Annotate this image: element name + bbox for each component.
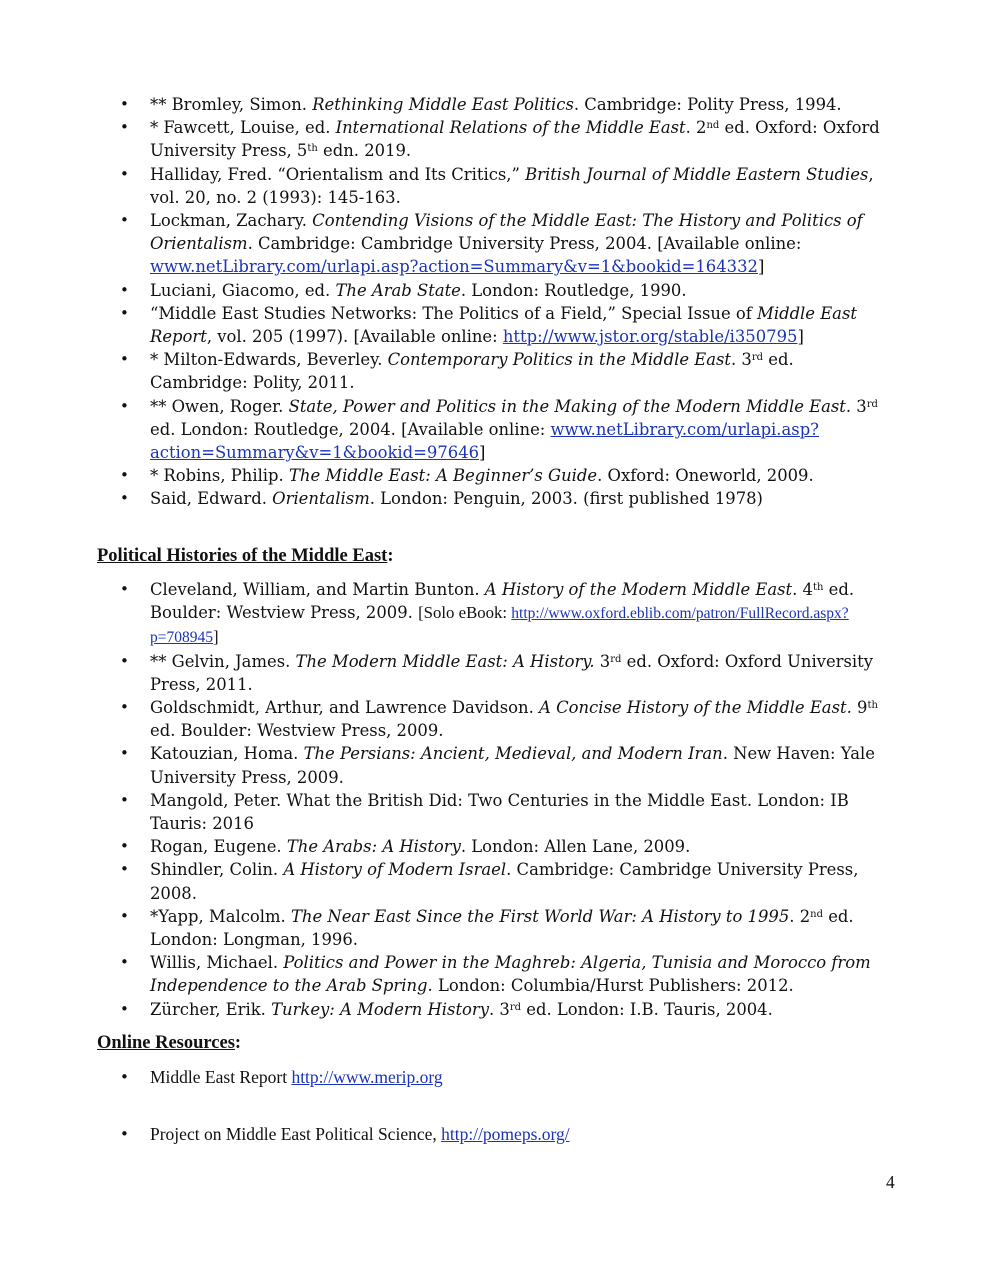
list-item: • * Fawcett, Louise, ed. International Relations of the Middle East. 2nd ed. Oxford: Oxford University Press, 5th edn. 2019. xyxy=(150,116,890,162)
merip-link[interactable]: http://www.merip.org xyxy=(291,1067,443,1087)
list-item: • Lockman, Zachary. Contending Visions of the Middle East: The History and Politics of Orientalism. Cambridge: Cambridge University Press, 2004. [Available online: www.netLibrary.com/urlapi.asp?action=Summary&v=1&bookid=164332] xyxy=(150,209,890,279)
netlibrary-link[interactable]: www.netLibrary.com/urlapi.asp?action=Summary&v=1&bookid=164332 xyxy=(150,257,758,277)
list-item: • Willis, Michael. Politics and Power in the Maghreb: Algeria, Tunisia and Morocco from Independence to the Arab Spring. London: Columbia/Hurst Publishers: 2012. xyxy=(150,951,890,997)
list-item: • Shindler, Colin. A History of Modern Israel. Cambridge: Cambridge University Press, 2008. xyxy=(150,858,890,904)
jstor-link[interactable]: http://www.jstor.org/stable/i350795 xyxy=(502,327,798,347)
list-item: • ** Gelvin, James. The Modern Middle East: A History. 3rd ed. Oxford: Oxford University Press, 2011. xyxy=(150,650,890,696)
list-item: • Katouzian, Homa. The Persians: Ancient, Medieval, and Modern Iran. New Haven: Yale University Press, 2009. xyxy=(150,742,890,788)
list-item: • Cleveland, William, and Martin Bunton. A History of the Modern Middle East. 4th ed. Boulder: Westview Press, 2009. [Solo eBook: http://www.oxford.eblib.com/patron/FullRecord.aspx?p=708945] xyxy=(150,578,890,650)
reading-list-political-histories xyxy=(150,578,890,1021)
list-item: • Luciani, Giacomo, ed. The Arab State. London: Routledge, 1990. xyxy=(150,279,890,302)
netlibrary-link[interactable]: www.netLibrary.com/urlapi.asp?action=Summary&v=1&bookid=97646 xyxy=(150,419,819,463)
list-item: • Mangold, Peter. What the British Did: Two Centuries in the Middle East. London: IB Tauris: 2016 xyxy=(150,789,890,835)
list-item: • Said, Edward. Orientalism. London: Penguin, 2003. (first published 1978) xyxy=(150,487,890,510)
list-item: • Rogan, Eugene. The Arabs: A History. London: Allen Lane, 2009. xyxy=(150,835,890,858)
list-item: • Project on Middle East Political Science, http://pomeps.org/ xyxy=(150,1123,570,1146)
list-item: • Halliday, Fred. “Orientalism and Its Critics,” British Journal of Middle Eastern Studies, vol. 20, no. 2 (1993): 145-163. xyxy=(150,163,890,209)
list-item: • “Middle East Studies Networks: The Politics of a Field,” Special Issue of Middle East Report, vol. 205 (1997). [Available online: http://www.jstor.org/stable/i350795] xyxy=(150,302,890,348)
list-item: • *Yapp, Malcolm. The Near East Since the First World War: A History to 1995. 2nd ed. London: Longman, 1996. xyxy=(150,905,890,951)
list-item: • Middle East Report http://www.merip.org xyxy=(150,1066,443,1089)
section-heading-political-histories: Political Histories of the Middle East: xyxy=(97,546,394,566)
page-number: 4 xyxy=(886,1172,895,1192)
pomeps-link[interactable]: http://pomeps.org/ xyxy=(441,1124,570,1144)
list-item: • ** Owen, Roger. State, Power and Politics in the Making of the Modern Middle East. 3rd ed. London: Routledge, 2004. [Available online: www.netLibrary.com/urlapi.asp?action=Summary&v=1&bookid=97646] xyxy=(150,395,890,465)
eblib-link[interactable]: http://www.oxford.eblib.com/patron/FullRecord.aspx?p=708945 xyxy=(150,605,849,647)
reading-list-general xyxy=(150,93,890,511)
list-item: • * Robins, Philip. The Middle East: A Beginner’s Guide. Oxford: Oneworld, 2009. xyxy=(150,464,890,487)
section-heading-online-resources: Online Resources: xyxy=(97,1033,242,1053)
list-item: • ** Bromley, Simon. Rethinking Middle East Politics. Cambridge: Polity Press, 1994. xyxy=(150,93,890,116)
list-item: • Goldschmidt, Arthur, and Lawrence Davidson. A Concise History of the Middle East. 9th ed. Boulder: Westview Press, 2009. xyxy=(150,696,890,742)
list-item: • Zürcher, Erik. Turkey: A Modern History. 3rd ed. London: I.B. Tauris, 2004. xyxy=(150,998,890,1021)
list-item: • * Milton-Edwards, Beverley. Contemporary Politics in the Middle East. 3rd ed. Cambridge: Polity, 2011. xyxy=(150,348,890,394)
